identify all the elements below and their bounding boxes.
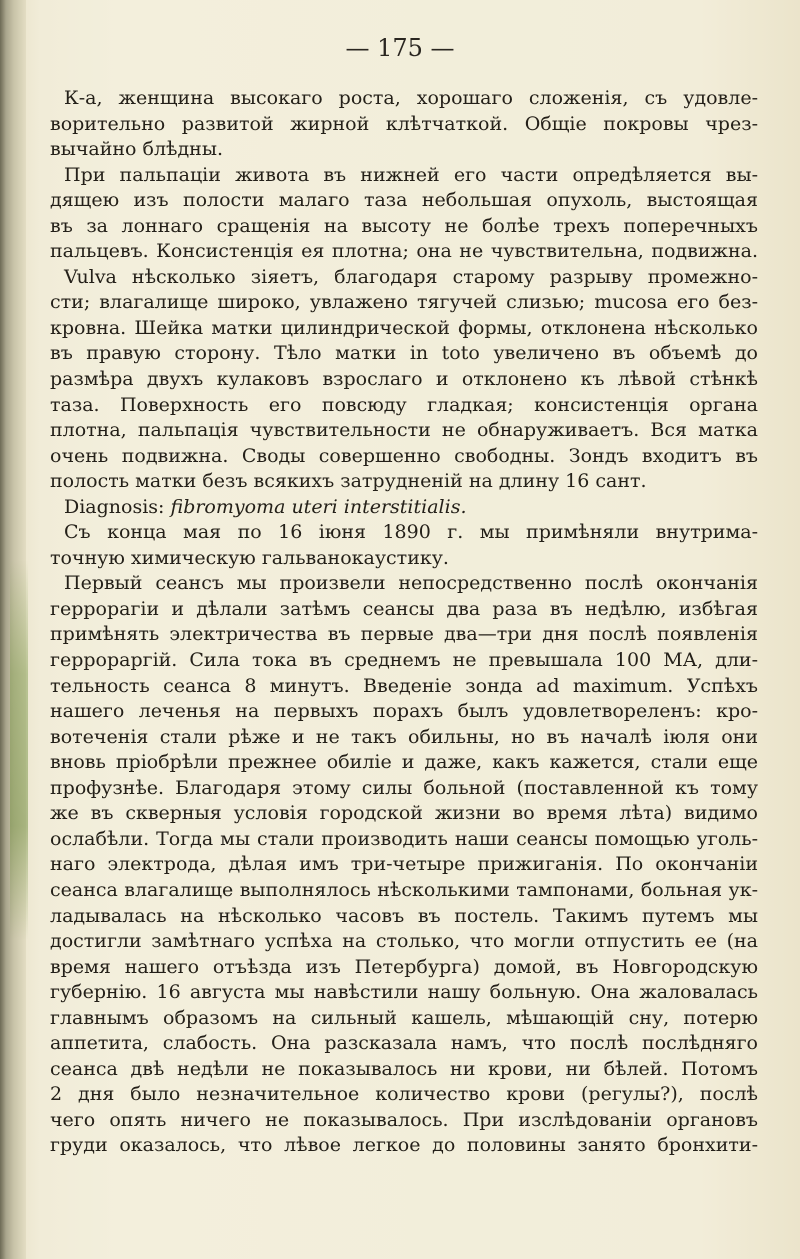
- body-text: [50, 86, 758, 1159]
- text-line: [50, 495, 758, 521]
- text-line: груди оказалось, что лѣвое легкое до половины занято бронхити-: [50, 1134, 758, 1157]
- text-line: Съ конца мая по 16 іюня 1890 г. мы примѣняли внутрима-: [64, 521, 758, 544]
- text-line: тельность сеанса 8 минутъ. Введеніе зонда ad maximum. Успѣхъ: [50, 674, 758, 697]
- text-line: вычайно блѣдны.: [50, 138, 224, 161]
- text-line: сеанса двѣ недѣли не показывалось ни крови, ни бѣлей. Потомъ: [50, 1057, 758, 1080]
- text-line: вновь пріобрѣли прежнее обиліе и даже, какъ кажется, стали еще: [50, 751, 758, 774]
- text-line: Первый сеансъ мы произвели непосредственно послѣ окончанія: [64, 572, 758, 595]
- text-line: ладывалась на нѣсколько часовъ въ постель. Такимъ путемъ мы: [50, 904, 758, 927]
- text-line: полость матки безъ всякихъ затрудненій на длину 16 сант.: [50, 470, 647, 493]
- text-line: чего опять ничего не показывалось. При изслѣдованіи органовъ: [50, 1108, 758, 1131]
- text-line: сеанса влагалище выполнялось нѣсколькими тампонами, больная ук-: [50, 878, 758, 901]
- text-line: вотеченія стали рѣже и не такъ обильны, но въ началѣ іюля они: [50, 725, 758, 748]
- text-line: размѣра двухъ кулаковъ взрослаго и отклонено къ лѣвой стѣнкѣ: [50, 368, 758, 391]
- text-line: время нашего отъѣзда изъ Петербурга) домой, въ Новгородскую: [50, 955, 758, 978]
- text-line: геррорагіи и дѣлали затѣмъ сеансы два раза въ недѣлю, избѣгая: [50, 597, 758, 620]
- text-line: наго электрода, дѣлая имъ три-четыре прижиганія. По окончаніи: [50, 853, 758, 876]
- text-line: въ за лоннаго сращенія на высоту не болѣе трехъ поперечныхъ: [50, 214, 758, 237]
- text-line: губернію. 16 августа мы навѣстили нашу больную. Она жаловалась: [50, 981, 758, 1004]
- text-line: пальцевъ. Консистенція ея плотна; она не чувствительна, подвижна.: [50, 240, 758, 263]
- text-line: К-а, женщина высокаго роста, хорошаго сложенія, съ удовле-: [64, 87, 758, 109]
- text-line: кровна. Шейка матки цилиндрической формы, отклонена нѣсколько: [50, 316, 758, 339]
- text-line: точную химическую гальванокаустику.: [50, 546, 449, 569]
- text-line: дящею изъ полости малаго таза небольшая опухоль, выстоящая: [50, 189, 758, 212]
- text-line: примѣнять электричества въ первые два—три дня послѣ появленія: [50, 623, 758, 646]
- text-line: аппетита, слабость. Она разсказала намъ, что послѣ послѣдняго: [50, 1032, 758, 1055]
- text-line: таза. Поверхность его повсюду гладкая; консистенція органа: [50, 393, 758, 416]
- text-line: сти; влагалище широко, увлажено тягучей слизью; mucosa его без-: [50, 291, 758, 314]
- text-line: въ правую сторону. Тѣло матки in toto увеличено въ объемѣ до: [50, 342, 758, 365]
- text-line: очень подвижна. Своды совершенно свободны. Зондъ входитъ въ: [50, 444, 758, 467]
- text-line: профузнѣе. Благодаря этому силы больной (поставленной къ тому: [50, 776, 758, 799]
- text-line: нашего леченья на первыхъ порахъ былъ удовлетвореленъ: кро-: [50, 700, 758, 723]
- text-line: геррораргій. Сила тока въ среднемъ не превышала 100 МА, дли-: [50, 649, 758, 672]
- page-number: — 175 —: [345, 34, 455, 62]
- text-line: главнымъ образомъ на сильный кашель, мѣшающій сну, потерю: [50, 1006, 758, 1029]
- text-line: 2 дня было незначительное количество крови (регулы?), послѣ: [50, 1083, 758, 1106]
- text-line: Vulva нѣсколько зіяетъ, благодаря старому разрыву промежно-: [64, 265, 758, 288]
- text-line: ворительно развитой жирной клѣтчаткой. Общіе покровы чрез-: [50, 112, 758, 135]
- text-line: плотна, пальпація чувствительности не обнаруживаетъ. Вся матка: [50, 419, 758, 442]
- text-line: же въ скверныя условія городской жизни во время лѣта) видимо: [50, 802, 758, 825]
- text-line: При пальпаціи живота въ нижней его части опредѣляется вы-: [64, 163, 758, 186]
- text-line: ослабѣли. Тогда мы стали производить наши сеансы помощью уголь-: [50, 827, 758, 850]
- diagnosis-term: fibromyoma uteri interstitialis.: [170, 495, 467, 518]
- text-line: достигли замѣтнаго успѣха на столько, что могли отпустить ее (на: [50, 930, 758, 953]
- page-stain: [10, 560, 28, 940]
- diagnosis-label: Diagnosis:: [64, 495, 165, 518]
